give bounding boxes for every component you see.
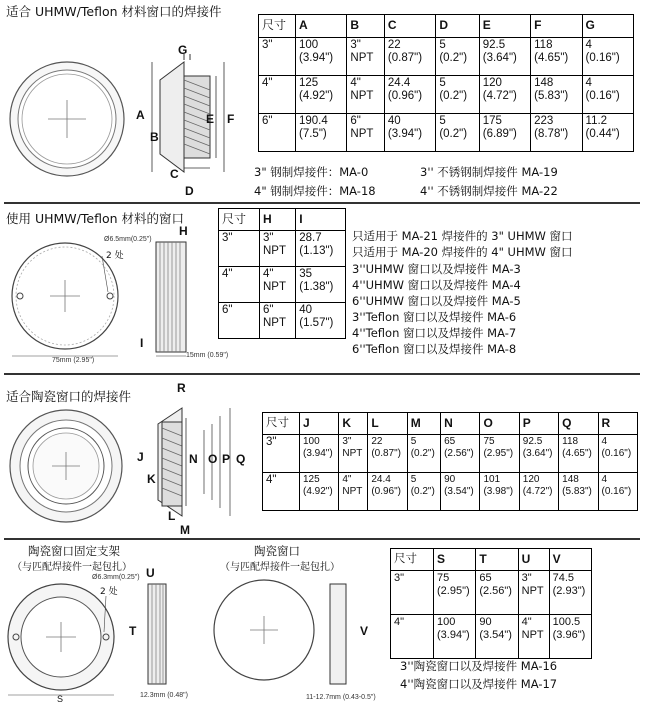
hole-qty-label: 2 处: [106, 251, 124, 261]
table-header: V: [549, 549, 591, 571]
hole-size-label: Ø6.3mm(0.25"): [92, 574, 140, 581]
spec-table-1: [258, 14, 634, 152]
table-header: E: [479, 15, 530, 38]
table-header: S: [434, 549, 476, 571]
ceramic-flange-front-view: [8, 408, 124, 524]
note: 4''陶瓷窗口以及焊接件 MA-17: [400, 677, 558, 691]
table-cell: 4 (0.16"): [582, 38, 633, 76]
table-header: D: [436, 15, 479, 38]
table-header: J: [300, 413, 339, 435]
table-cell: 90 (3.54"): [476, 615, 518, 659]
table-row: [259, 76, 634, 114]
dim-label-m: M: [180, 523, 190, 537]
table-header: N: [441, 413, 480, 435]
ceramic-window-subtitle: （与匹配焊接件一起包扎）: [220, 562, 340, 573]
dim-label-t: T: [129, 624, 137, 638]
table-row: [219, 231, 346, 267]
table-header: O: [480, 413, 519, 435]
note: 3''UHMW 窗口以及焊接件 MA-3: [352, 262, 521, 276]
table-cell: 100 (3.94"): [296, 38, 347, 76]
table-cell: 4 (0.16"): [598, 435, 637, 473]
table-header: A: [296, 15, 347, 38]
table-cell: 22 (0.87"): [368, 435, 407, 473]
dim-label-l: L: [168, 509, 176, 523]
note: 6''Teflon 窗口以及焊接件 MA-8: [352, 342, 517, 356]
table-cell: 3" NPT: [347, 38, 385, 76]
flange-side-view-1: [150, 50, 230, 180]
hole-size-label: Ø6.5mm(0.25"): [104, 236, 152, 243]
table-row: [259, 114, 634, 152]
table-cell: 6" NPT: [260, 303, 296, 339]
table-header: T: [476, 549, 518, 571]
hole-qty-label: 2 处: [100, 587, 118, 597]
table-cell: 5 (0.2"): [407, 473, 440, 511]
table-cell: 3": [263, 435, 300, 473]
table-cell: 24.4 (0.96"): [384, 76, 435, 114]
section-divider: [4, 373, 640, 375]
ceramic-window-title: 陶瓷窗口: [254, 544, 300, 558]
ceramic-window-side-view: [326, 580, 352, 690]
note: 只适用于 MA-20 焊接件的 4" UHMW 窗口: [352, 245, 573, 259]
table-row: [259, 38, 634, 76]
table-cell: 118 (4.65"): [531, 38, 582, 76]
note: 3''陶瓷窗口以及焊接件 MA-16: [400, 659, 558, 673]
note: 3" 钢制焊接件：MA-0: [254, 165, 369, 179]
bracket-front-view: [6, 582, 116, 692]
table-cell: 4 (0.16"): [598, 473, 637, 511]
table-cell: 65 (2.56"): [476, 571, 518, 615]
table-header: H: [260, 209, 296, 231]
table-cell: 4 (0.16"): [582, 76, 633, 114]
section-divider: [4, 202, 640, 204]
bracket-thickness-label: 12.3mm (0.48"): [140, 692, 189, 699]
note: 只适用于 MA-21 焊接件的 3" UHMW 窗口: [352, 229, 573, 243]
table-cell: 4": [391, 615, 434, 659]
table-header: R: [598, 413, 637, 435]
note: 3''Teflon 窗口以及焊接件 MA-6: [352, 310, 517, 324]
table-cell: 92.5 (3.64"): [479, 38, 530, 76]
dim-label-d: D: [185, 184, 194, 198]
table-cell: 3" NPT: [260, 231, 296, 267]
table-cell: 125 (4.92"): [296, 76, 347, 114]
dim-label-k: K: [147, 472, 156, 486]
bracket-subtitle: （与匹配焊接件一起包扎）: [12, 562, 132, 573]
table-header: 尺寸: [219, 209, 260, 231]
spec-table-3: [262, 412, 638, 511]
table-cell: 120 (4.72"): [519, 473, 558, 511]
dim-label-v: V: [360, 624, 369, 638]
table-header: I: [296, 209, 346, 231]
section-divider: [4, 538, 640, 540]
table-cell: 101 (3.98"): [480, 473, 519, 511]
table-row: [219, 303, 346, 339]
dim-label-s: S: [57, 694, 64, 704]
table-cell: 28.7 (1.13"): [296, 231, 346, 267]
table-header: Q: [559, 413, 598, 435]
table-cell: 4" NPT: [260, 267, 296, 303]
table-cell: 65 (2.56"): [441, 435, 480, 473]
dim-label-c: C: [170, 167, 179, 181]
table-cell: 92.5 (3.64"): [519, 435, 558, 473]
table-cell: 6": [219, 303, 260, 339]
table-row: [263, 435, 638, 473]
table-cell: 40 (1.57"): [296, 303, 346, 339]
dim-label-f: F: [227, 112, 235, 126]
bracket-side-view: [144, 580, 172, 690]
bracket-title: 陶瓷窗口固定支架: [28, 544, 120, 558]
dim-label-i: I: [140, 336, 144, 350]
table-header: K: [339, 413, 368, 435]
table-cell: 90 (3.54"): [441, 473, 480, 511]
width-label: 75mm (2.95"): [52, 357, 95, 364]
table-header: 尺寸: [259, 15, 296, 38]
table-cell: 6" NPT: [347, 114, 385, 152]
table-cell: 75 (2.95"): [434, 571, 476, 615]
table-row: [219, 267, 346, 303]
table-row: [391, 571, 592, 615]
dim-label-o: O: [208, 452, 218, 466]
section3-title: 适合陶瓷窗口的焊接件: [6, 389, 132, 404]
table-cell: 74.5 (2.93"): [549, 571, 591, 615]
table-cell: 5 (0.2"): [436, 114, 479, 152]
ceramic-window-front-view: [212, 578, 316, 682]
table-cell: 40 (3.94"): [384, 114, 435, 152]
dim-label-j: J: [137, 450, 144, 464]
dim-label-q: Q: [236, 452, 246, 466]
table-cell: 5 (0.2"): [436, 76, 479, 114]
dim-label-n: N: [189, 452, 198, 466]
table-header: 尺寸: [263, 413, 300, 435]
section1-title: 适合 UHMW/Teflon 材料窗口的焊接件: [6, 4, 222, 19]
note: 4" 钢制焊接件：MA-18: [254, 184, 376, 198]
table-cell: 4" NPT: [347, 76, 385, 114]
table-cell: 4": [219, 267, 260, 303]
table-cell: 3" NPT: [339, 435, 368, 473]
dim-label-r: R: [177, 381, 186, 395]
table-header: 尺寸: [391, 549, 434, 571]
table-cell: 11.2 (0.44"): [582, 114, 633, 152]
uhmw-window-side-view: [152, 238, 192, 358]
table-cell: 118 (4.65"): [559, 435, 598, 473]
table-cell: 120 (4.72"): [479, 76, 530, 114]
table-header: C: [384, 15, 435, 38]
table-cell: 148 (5.83"): [559, 473, 598, 511]
table-cell: 4" NPT: [518, 615, 549, 659]
window-thickness-label: 11-12.7mm (0.43-0.5"): [306, 694, 376, 701]
table-cell: 148 (5.83"): [531, 76, 582, 114]
table-row: [263, 473, 638, 511]
table-cell: 3": [259, 38, 296, 76]
uhmw-window-front-view: [10, 240, 120, 352]
table-cell: 3": [219, 231, 260, 267]
spec-table-2: [218, 208, 346, 339]
table-cell: 100.5 (3.96"): [549, 615, 591, 659]
table-header: B: [347, 15, 385, 38]
table-cell: 22 (0.87"): [384, 38, 435, 76]
table-cell: 5 (0.2"): [407, 435, 440, 473]
table-cell: 24.4 (0.96"): [368, 473, 407, 511]
table-cell: 35 (1.38"): [296, 267, 346, 303]
dim-label-g: G: [178, 43, 188, 57]
table-cell: 75 (2.95"): [480, 435, 519, 473]
flange-front-view-1: [8, 60, 126, 178]
section2-title: 使用 UHMW/Teflon 材料的窗口: [6, 211, 184, 226]
table-cell: 4" NPT: [339, 473, 368, 511]
dim-label-e: E: [206, 112, 215, 126]
dim-label-b: B: [150, 130, 159, 144]
table-cell: 100 (3.94"): [300, 435, 339, 473]
table-cell: 3" NPT: [518, 571, 549, 615]
note: 6''UHMW 窗口以及焊接件 MA-5: [352, 294, 521, 308]
table-cell: 190.4 (7.5"): [296, 114, 347, 152]
table-header: L: [368, 413, 407, 435]
dim-label-p: P: [222, 452, 231, 466]
table-header: F: [531, 15, 582, 38]
table-header: M: [407, 413, 440, 435]
table-cell: 5 (0.2"): [436, 38, 479, 76]
table-cell: 223 (8.78"): [531, 114, 582, 152]
table-cell: 4": [263, 473, 300, 511]
note: 4''Teflon 窗口以及焊接件 MA-7: [352, 326, 517, 340]
spec-table-4: [390, 548, 592, 659]
thickness-label: 15mm (0.59"): [186, 352, 229, 359]
note: 4''UHMW 窗口以及焊接件 MA-4: [352, 278, 521, 292]
note: 3'' 不锈钢制焊接件 MA-19: [420, 165, 558, 179]
table-cell: 6": [259, 114, 296, 152]
table-cell: 100 (3.94"): [434, 615, 476, 659]
dim-label-a: A: [136, 108, 145, 122]
table-cell: 175 (6.89"): [479, 114, 530, 152]
table-row: [391, 615, 592, 659]
table-header: U: [518, 549, 549, 571]
dim-label-u: U: [146, 566, 155, 580]
note: 4'' 不锈钢制焊接件 MA-22: [420, 184, 558, 198]
table-cell: 4": [259, 76, 296, 114]
table-header: P: [519, 413, 558, 435]
table-cell: 125 (4.92"): [300, 473, 339, 511]
table-cell: 3": [391, 571, 434, 615]
dim-label-h: H: [179, 224, 188, 238]
table-header: G: [582, 15, 633, 38]
